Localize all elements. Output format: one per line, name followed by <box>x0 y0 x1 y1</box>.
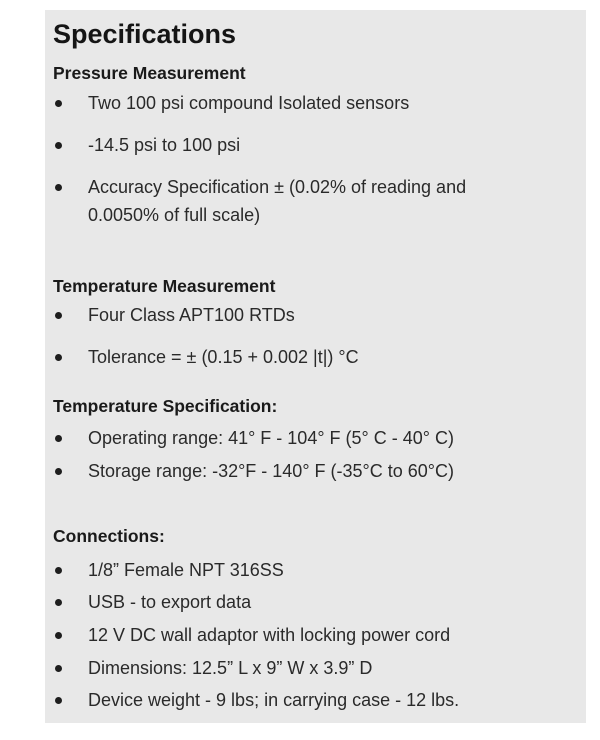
list-item <box>53 654 558 682</box>
list-item-text: 1/8” Female NPT 316SS <box>88 560 284 580</box>
list-item-text: Storage range: -32°F - 140° F (-35°C to 60°C) <box>88 461 454 481</box>
page-title: Specifications <box>53 19 237 49</box>
list-item-text: Tolerance = ± (0.15 + 0.002 |t|) °C <box>88 347 359 367</box>
bullet-icon <box>54 173 62 201</box>
section-heading-connections: Connections: <box>53 526 165 546</box>
section-heading-pressure: Pressure Measurement <box>53 63 246 83</box>
bullet-icon <box>54 457 62 485</box>
bullet-icon <box>54 89 62 117</box>
list-item <box>53 131 558 159</box>
list-item-text: Device weight - 9 lbs; in carrying case - 12 lbs. <box>88 690 460 710</box>
list-item <box>53 588 558 616</box>
bullet-icon <box>54 621 62 649</box>
list-item-text: Operating range: 41° F - 104° F (5° C - 40° C) <box>88 428 454 448</box>
list-item <box>53 556 558 584</box>
bullet-icon <box>54 654 62 682</box>
bullet-icon <box>54 686 62 714</box>
bullet-icon <box>54 301 62 329</box>
list-item-text: Four Class APT100 RTDs <box>88 305 295 325</box>
bullet-icon <box>54 588 62 616</box>
list-item-text: USB - to export data <box>88 592 252 612</box>
list-item-text: Accuracy Specification ± (0.02% of reading and 0.0050% of full scale) <box>88 177 467 225</box>
list-item <box>53 301 558 329</box>
list-item-text: Two 100 psi compound Isolated sensors <box>88 93 410 113</box>
list-item-text: 12 V DC wall adaptor with locking power cord <box>88 625 451 645</box>
bullet-icon <box>54 556 62 584</box>
list-item <box>53 173 540 229</box>
list-item <box>53 343 558 371</box>
bullet-icon <box>54 343 62 371</box>
list-item <box>53 424 558 452</box>
list-item-text: -14.5 psi to 100 psi <box>88 135 241 155</box>
list-item <box>53 621 558 649</box>
section-heading-temperature-specification: Temperature Specification: <box>53 396 278 416</box>
list-item <box>53 89 558 117</box>
list-item-text: Dimensions: 12.5” L x 9” W x 3.9” D <box>88 658 373 678</box>
section-heading-temperature-measurement: Temperature Measurement <box>53 276 276 296</box>
bullet-icon <box>54 131 62 159</box>
bullet-icon <box>54 424 62 452</box>
list-item <box>53 686 558 714</box>
list-item <box>53 457 558 485</box>
